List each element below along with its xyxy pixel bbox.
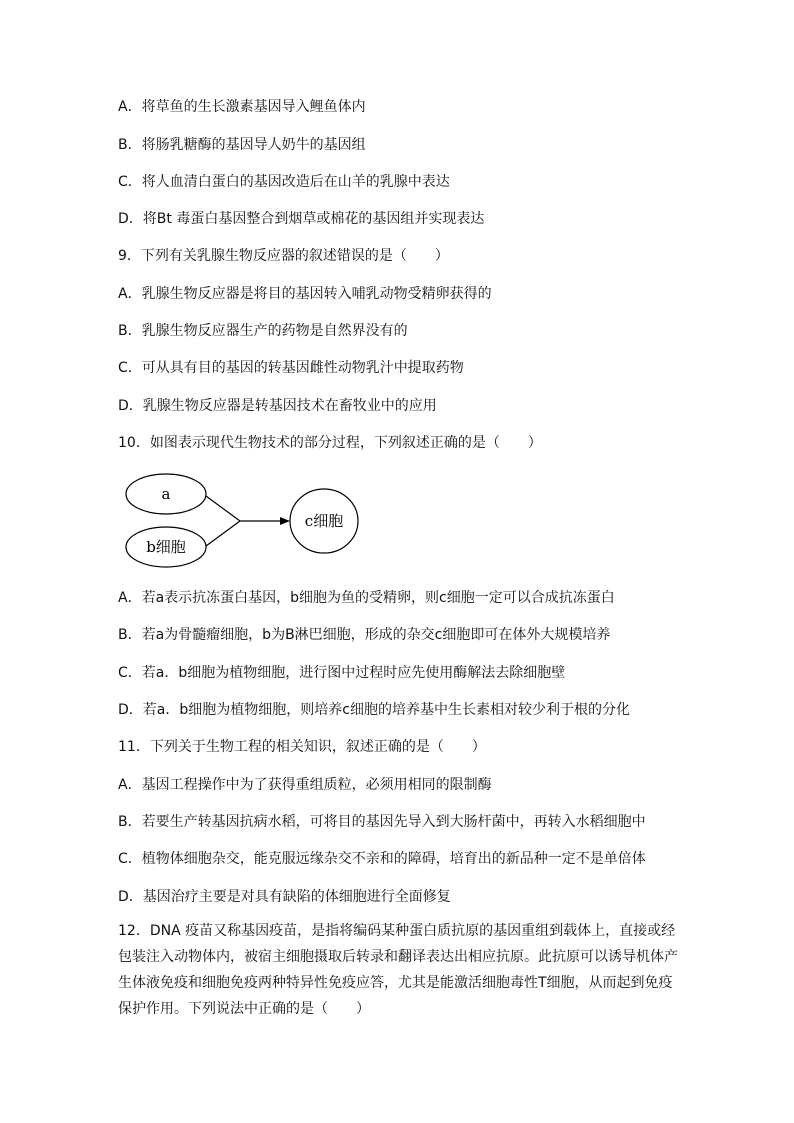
q10-option-d: D．若a．b细胞为植物细胞，则培养c细胞的培养基中生长素相对较少利于根的分化 xyxy=(118,702,630,718)
q12-stem: 12．DNA 疫苗又称基因疫苗，是指将编码某种蛋白质抗原的基因重组到载体上，直接或经包装注入动物体内，被宿主细胞摄取后转录和翻译表达出相应抗原。此抗原可以诱导机体产生体液免疫和细胞免疫两种特异性免疫应答，尤其是能激活细胞毒性T细胞，从而起到免疫保护作用。下列说法中正确的是（ ） xyxy=(118,923,678,1017)
cell-fusion-diagram xyxy=(118,466,378,576)
q11-option-d: D．基因治疗主要是对具有缺陷的体细胞进行全面修复 xyxy=(118,889,451,905)
q9-option-a: A．乳腺生物反应器是将目的基因转入哺乳动物受精卵获得的 xyxy=(118,286,492,302)
q9-stem: 9．下列有关乳腺生物反应器的叙述错误的是（ ） xyxy=(118,248,449,264)
q8-option-d: D．将Bt 毒蛋白基因整合到烟草或棉花的基因组并实现表达 xyxy=(118,211,485,227)
q11-option-c: C．植物体细胞杂交，能克服远缘杂交不亲和的障碍，培育出的新品种一定不是单倍体 xyxy=(118,851,646,867)
q10-option-a: A．若a表示抗冻蛋白基因，b细胞为鱼的受精卵，则c细胞一定可以合成抗冻蛋白 xyxy=(118,590,615,606)
q8-option-b: B．将肠乳糖酶的基因导人奶牛的基因组 xyxy=(118,137,366,153)
q9-option-c: C．可从具有目的基因的转基因雌性动物乳汁中提取药物 xyxy=(118,360,464,376)
diagram-svg xyxy=(118,466,378,576)
node-a-label: a xyxy=(161,485,171,503)
node-b-label: b细胞 xyxy=(146,538,186,556)
connector-a xyxy=(206,496,240,521)
q11-option-a: A．基因工程操作中为了获得重组质粒，必须用相同的限制酶 xyxy=(118,777,492,793)
q9-option-d: D．乳腺生物反应器是转基因技术在畜牧业中的应用 xyxy=(118,398,437,414)
q11-stem: 11．下列关于生物工程的相关知识，叙述正确的是（ ） xyxy=(118,739,486,755)
q9-option-b: B．乳腺生物反应器生产的药物是自然界没有的 xyxy=(118,323,408,339)
q10-option-b: B．若a为骨髓瘤细胞，b为B淋巴细胞，形成的杂交c细胞即可在体外大规模培养 xyxy=(118,627,611,643)
connector-b xyxy=(206,521,240,546)
node-c-label: c细胞 xyxy=(304,512,344,530)
arrow-head xyxy=(280,517,290,525)
q10-option-c: C．若a．b细胞为植物细胞，进行图中过程时应先使用酶解法去除细胞壁 xyxy=(118,665,566,681)
q8-option-a: A．将草鱼的生长激素基因导入鲤鱼体内 xyxy=(118,99,366,115)
q11-option-b: B．若要生产转基因抗病水稻，可将目的基因先导入到大肠杆菌中，再转入水稻细胞中 xyxy=(118,814,646,830)
q8-option-c: C．将人血清白蛋白的基因改造后在山羊的乳腺中表达 xyxy=(118,174,450,190)
q10-stem: 10．如图表示现代生物技术的部分过程，下列叙述正确的是（ ） xyxy=(118,435,542,451)
